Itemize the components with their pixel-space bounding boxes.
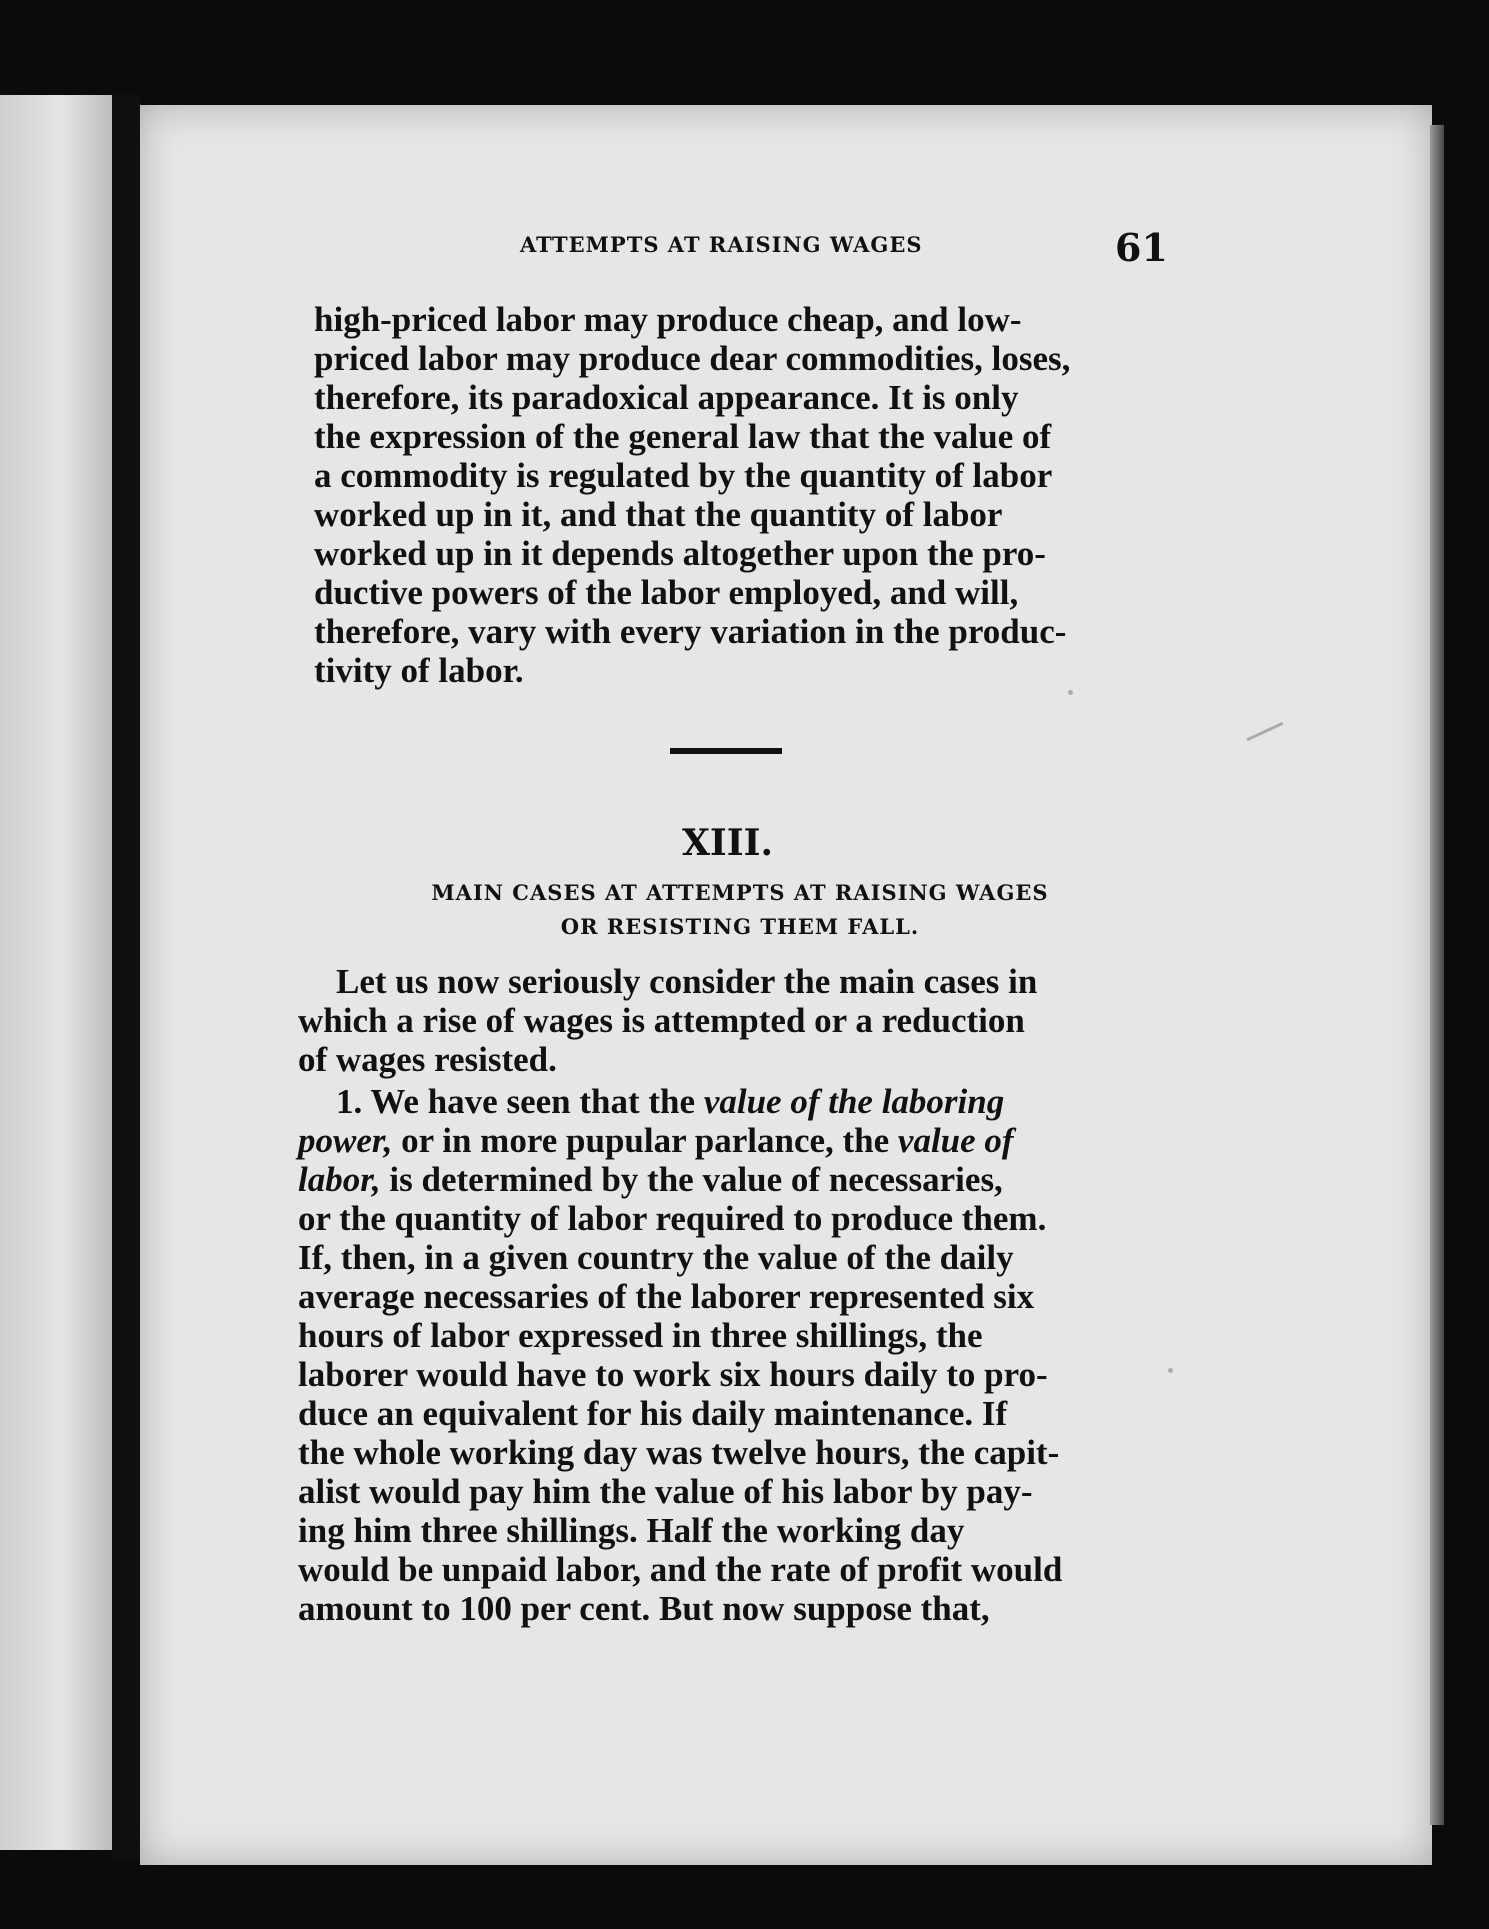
text-line: of wages resisted. [298,1040,557,1079]
chapter-title-line: MAIN CASES AT ATTEMPTS AT RAISING WAGES [431,880,1049,905]
scan-speck [1168,1368,1173,1373]
facing-page-edge [0,95,112,1850]
text-line [298,1160,1138,1199]
book-gutter [112,95,140,1860]
text-line: worked up in it depends altogether upon the pro- [314,534,1046,573]
text-line: ductive powers of the labor employed, and will, [314,573,1019,612]
text-line: amount to 100 per cent. But now suppose that, [298,1589,990,1628]
chapter-number: XIII. [682,822,773,864]
text-line: or the quantity of labor required to produce them. [298,1199,1047,1238]
text-line: Let us now seriously consider the main cases in [336,962,1038,1001]
italic-emphasis: value of the laboring [703,1082,1005,1121]
italic-emphasis: labor, [298,1160,381,1199]
chapter-title [340,876,1140,944]
text-line: therefore, its paradoxical appearance. It is only [314,378,1019,417]
page-number: 61 [1115,225,1168,270]
text-fragment: 1. We have seen that the [336,1082,704,1121]
text-line: duce an equivalent for his daily maintenance. If [298,1394,1008,1433]
text-line: worked up in it, and that the quantity of labor [314,495,1003,534]
text-line: a commodity is regulated by the quantity of labor [314,456,1053,495]
text-line: the expression of the general law that the value of [314,417,1052,456]
text-line: If, then, in a given country the value of the daily [298,1238,1014,1277]
text-line: which a rise of wages is attempted or a reduction [298,1001,1025,1040]
text-line [298,1121,1138,1160]
scan-speck [1068,690,1073,695]
paragraph-intro [298,962,1138,1079]
page-edge-shadow [1430,125,1444,1825]
section-divider-rule [670,748,782,754]
paragraph-point-one [298,1082,1138,1628]
text-line: ing him three shillings. Half the working day [298,1511,965,1550]
text-line: priced labor may produce dear commodities, loses, [314,339,1071,378]
text-line: hours of labor expressed in three shillings, the [298,1316,983,1355]
text-fragment: or in more pupular parlance, the [392,1121,898,1160]
text-line: the whole working day was twelve hours, the capit- [298,1433,1060,1472]
chapter-title-line: OR RESISTING THEM FALL. [560,914,920,939]
paragraph-continuation [314,300,1154,690]
text-line [298,1082,1138,1121]
text-line: alist would pay him the value of his labor by pay- [298,1472,1033,1511]
text-fragment: is determined by the value of necessaries, [380,1160,1003,1199]
running-head: ATTEMPTS AT RAISING WAGES [520,232,923,257]
italic-emphasis: value of [897,1121,1014,1160]
text-line: laborer would have to work six hours daily to pro- [298,1355,1048,1394]
text-line: average necessaries of the laborer represented six [298,1277,1035,1316]
text-line: high-priced labor may produce cheap, and low- [314,300,1022,339]
text-line: therefore, vary with every variation in the produc- [314,612,1067,651]
italic-emphasis: power, [298,1121,393,1160]
text-line: would be unpaid labor, and the rate of profit would [298,1550,1063,1589]
text-line: tivity of labor. [314,651,524,690]
